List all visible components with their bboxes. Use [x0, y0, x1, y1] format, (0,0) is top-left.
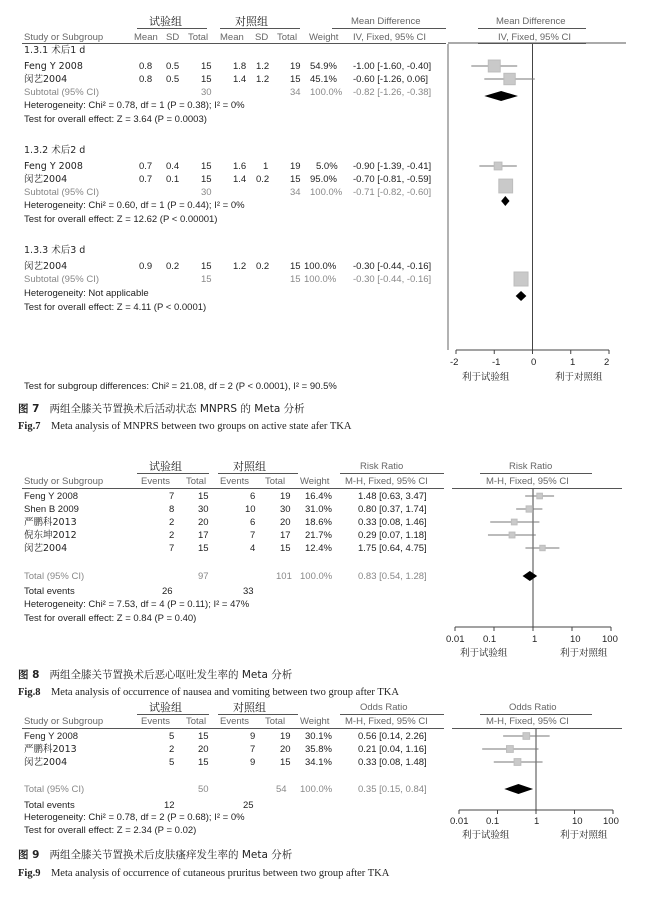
fig9-caption-en	[18, 867, 389, 880]
mean-b: 1.4	[233, 174, 247, 185]
total-b: 15	[280, 757, 291, 768]
group-b-header: 对照组	[233, 460, 266, 473]
total-b: 15	[290, 74, 301, 85]
axis-tick-label: 100	[603, 816, 619, 827]
subtotal-b: 15	[290, 274, 301, 285]
overall-effect: Test for overall effect: Z = 0.84 (P = 0.40)	[24, 613, 197, 624]
effect-ci: 1.75 [0.64, 4.75]	[358, 543, 427, 554]
weight: 31.0%	[305, 504, 332, 515]
events-b: 6	[250, 491, 256, 502]
effect-ci: -0.30 [-0.44, -0.16]	[353, 261, 432, 272]
total-a: 15	[201, 61, 212, 72]
study-weight-square	[514, 759, 521, 766]
effect-ci: 1.48 [0.63, 3.47]	[358, 491, 427, 502]
study-weight-square	[507, 746, 514, 753]
total-a: 20	[198, 744, 209, 755]
total-b: 19	[280, 491, 291, 502]
caption-label: 图 9	[18, 849, 40, 861]
mean-a: 0.8	[139, 74, 153, 85]
total-ci: 0.83 [0.54, 1.28]	[358, 571, 427, 582]
axis-tick-label: 100	[602, 634, 618, 645]
study-name: 严鹏科2013	[24, 517, 77, 528]
col-header: Events	[141, 716, 171, 727]
total-b: 15	[290, 261, 301, 272]
study-weight-square	[523, 733, 530, 740]
effect-header: Mean Difference	[351, 16, 421, 27]
study-name: 闵艺2004	[24, 74, 68, 85]
total-a: 15	[201, 261, 212, 272]
subtotal-b: 34	[290, 187, 301, 198]
subtotal-ci: -0.71 [-0.82, -0.60]	[353, 187, 432, 198]
subtotal-weight: 100.0%	[310, 187, 343, 198]
subtotal-label: Subtotal (95% CI)	[24, 87, 99, 98]
weight: 34.1%	[305, 757, 332, 768]
total-a: 30	[198, 504, 209, 515]
axis-tick-label: -1	[492, 357, 501, 368]
total-b: 54	[276, 784, 287, 795]
col-header: Total	[277, 32, 298, 43]
total-b: 19	[290, 61, 301, 72]
caption-label: Fig.9	[18, 868, 41, 879]
col-header: Study or Subgroup	[24, 716, 104, 727]
col-header: M-H, Fixed, 95% CI	[486, 716, 569, 727]
mean-b: 1.8	[233, 61, 247, 72]
mean-b: 1.2	[233, 261, 247, 272]
subgroup-label: 1.3.2 术后2 d	[24, 145, 86, 156]
group-a-header: 试验组	[149, 15, 182, 28]
subtotal-weight: 100.0%	[310, 87, 343, 98]
overall-effect: Test for overall effect: Z = 2.34 (P = 0.02)	[24, 825, 197, 836]
events-a: 2	[169, 744, 175, 755]
subgroup-label: 1.3.3 术后3 d	[24, 245, 86, 256]
caption-label: Fig.8	[18, 687, 41, 698]
events-a: 2	[169, 530, 175, 541]
effect-plot-header: Mean Difference	[496, 16, 566, 27]
effect-ci: -0.70 [-0.81, -0.59]	[353, 174, 432, 185]
events-a: 5	[169, 731, 175, 742]
weight: 100.0%	[304, 261, 337, 272]
caption-text: 两组全膝关节置换术后皮肤瘙痒发生率的 Meta 分析	[49, 849, 293, 861]
col-header: Mean	[220, 32, 244, 43]
weight: 21.7%	[305, 530, 332, 541]
overall-effect: Test for overall effect: Z = 3.64 (P = 0.0003)	[24, 114, 207, 125]
heterogeneity: Heterogeneity: Chi² = 0.60, df = 1 (P = 0.44); I² = 0%	[24, 200, 245, 211]
effect-ci: -0.60 [-1.26, 0.06]	[353, 74, 428, 85]
col-header: SD	[166, 32, 180, 43]
events-label: Total events	[24, 586, 75, 597]
caption-text: Meta analysis of MNPRS between two groups on active state afer TKA	[50, 421, 352, 432]
total-b: 19	[280, 731, 291, 742]
subtotal-a: 30	[201, 87, 212, 98]
subtotal-a: 15	[201, 274, 212, 285]
fig9-caption-cn	[18, 849, 292, 862]
total-a: 15	[198, 491, 209, 502]
weight: 95.0%	[310, 174, 337, 185]
effect-ci: 0.29 [0.07, 1.18]	[358, 530, 427, 541]
heterogeneity: Heterogeneity: Chi² = 0.78, df = 2 (P = 0.68); I² = 0%	[24, 812, 245, 823]
study-name: 闵艺2004	[24, 543, 68, 554]
total-a: 50	[198, 784, 209, 795]
favours-left: 利于试验组	[460, 648, 508, 659]
axis-tick-label: 1	[532, 634, 538, 645]
study-name: Feng Y 2008	[24, 731, 79, 742]
group-b-header: 对照组	[233, 701, 266, 714]
axis-tick-label: 0	[531, 357, 537, 368]
col-header: M-H, Fixed, 95% CI	[345, 716, 428, 727]
col-header: Total	[186, 476, 207, 487]
total-label: Total (95% CI)	[24, 784, 85, 795]
study-name: Feng Y 2008	[24, 491, 79, 502]
overall-effect: Test for overall effect: Z = 4.11 (P < 0.0001)	[24, 302, 207, 313]
events-b: 6	[250, 517, 256, 528]
study-name: 闵艺2004	[24, 757, 68, 768]
subtotal-b: 34	[290, 87, 301, 98]
mean-b: 1.6	[233, 161, 247, 172]
col-header: Total	[188, 32, 209, 43]
caption-text: 两组全膝关节置换术后活动状态 MNPRS 的 Meta 分析	[49, 403, 305, 415]
effect-ci: -0.90 [-1.39, -0.41]	[353, 161, 432, 172]
total-b: 17	[280, 530, 291, 541]
col-header: Total	[265, 476, 286, 487]
axis-tick-label: 0.01	[446, 634, 465, 645]
events-a: 26	[162, 586, 173, 597]
subtotal-ci: -0.30 [-0.44, -0.16]	[353, 274, 432, 285]
weight: 45.1%	[310, 74, 337, 85]
favours-right: 利于对照组	[560, 648, 608, 659]
weight: 30.1%	[305, 731, 332, 742]
effect-header: Odds Ratio	[360, 702, 408, 713]
col-header: Events	[220, 716, 250, 727]
total-a: 15	[198, 731, 209, 742]
effect-header: Risk Ratio	[360, 461, 404, 472]
sd-a: 0.2	[166, 261, 180, 272]
col-header: Events	[220, 476, 250, 487]
favours-right: 利于对照组	[555, 372, 603, 383]
events-a: 7	[169, 491, 175, 502]
effect-ci: 0.21 [0.04, 1.16]	[358, 744, 427, 755]
study-name: 严鹏科2013	[24, 744, 77, 755]
total-a: 15	[198, 543, 209, 554]
study-name: Feng Y 2008	[24, 61, 83, 72]
favours-left: 利于试验组	[462, 372, 510, 383]
axis-tick-label: 0.1	[486, 816, 500, 827]
sd-b: 0.2	[256, 174, 270, 185]
effect-plot-header: Risk Ratio	[509, 461, 553, 472]
total-ci: 0.35 [0.15, 0.84]	[358, 784, 427, 795]
events-a: 5	[169, 757, 175, 768]
events-b: 25	[243, 800, 254, 811]
col-header: Weight	[309, 32, 339, 43]
caption-text: 两组全膝关节置换术后恶心呕吐发生率的 Meta 分析	[49, 669, 293, 681]
sd-a: 0.4	[166, 161, 180, 172]
total-weight: 100.0%	[300, 784, 333, 795]
events-b: 4	[250, 543, 256, 554]
total-a: 15	[201, 161, 212, 172]
sd-a: 0.5	[166, 61, 180, 72]
axis-tick-label: 0.1	[483, 634, 497, 645]
col-header: Weight	[300, 476, 330, 487]
caption-text: Meta analysis of occurrence of nausea and vomiting between two group after TKA	[50, 687, 399, 698]
mean-a: 0.7	[139, 174, 153, 185]
total-a: 15	[201, 174, 212, 185]
subtotal-label: Subtotal (95% CI)	[24, 274, 99, 285]
study-name: 闵艺2004	[24, 261, 68, 272]
events-a: 2	[169, 517, 175, 528]
effect-ci: 0.56 [0.14, 2.26]	[358, 731, 427, 742]
axis-tick-label: 2	[604, 357, 610, 368]
caption-label: 图 8	[18, 669, 40, 681]
sd-a: 0.1	[166, 174, 180, 185]
col-header: IV, Fixed, 95% CI	[353, 32, 427, 43]
overall-effect: Test for overall effect: Z = 12.62 (P < 0.00001)	[24, 214, 218, 225]
study-name: 闵艺2004	[24, 174, 68, 185]
weight: 5.0%	[316, 161, 338, 172]
mean-a: 0.7	[139, 161, 153, 172]
group-a-header: 试验组	[149, 701, 182, 714]
col-header: Mean	[134, 32, 158, 43]
total-a: 15	[198, 757, 209, 768]
events-a: 12	[164, 800, 175, 811]
events-b: 9	[250, 731, 256, 742]
total-a: 15	[201, 74, 212, 85]
pooled-diamond	[504, 784, 533, 794]
events-b: 33	[243, 586, 254, 597]
subtotal-a: 30	[201, 187, 212, 198]
col-header: M-H, Fixed, 95% CI	[345, 476, 428, 487]
events-label: Total events	[24, 800, 75, 811]
sd-b: 1.2	[256, 61, 270, 72]
favours-left: 利于试验组	[462, 830, 510, 841]
weight: 12.4%	[305, 543, 332, 554]
axis-tick-label: 10	[570, 634, 581, 645]
weight: 35.8%	[305, 744, 332, 755]
effect-ci: 0.33 [0.08, 1.48]	[358, 757, 427, 768]
subtotal-weight: 100.0%	[304, 274, 337, 285]
total-b: 30	[280, 504, 291, 515]
axis-tick-label: 1	[570, 357, 576, 368]
total-a: 97	[198, 571, 209, 582]
weight: 18.6%	[305, 517, 332, 528]
mean-a: 0.8	[139, 61, 153, 72]
events-a: 8	[169, 504, 175, 515]
events-a: 7	[169, 543, 175, 554]
axis-tick-label: 0.01	[450, 816, 469, 827]
sd-a: 0.5	[166, 74, 180, 85]
total-label: Total (95% CI)	[24, 571, 85, 582]
total-b: 20	[280, 517, 291, 528]
axis-tick-label: -2	[450, 357, 459, 368]
study-name: Feng Y 2008	[24, 161, 83, 172]
favours-right: 利于对照组	[560, 830, 608, 841]
group-b-header: 对照组	[235, 15, 268, 28]
axis-tick-label: 1	[534, 816, 540, 827]
mean-b: 1.4	[233, 74, 247, 85]
caption-label: 图 7	[18, 403, 40, 415]
col-header: SD	[255, 32, 269, 43]
effect-ci: 0.80 [0.37, 1.74]	[358, 504, 427, 515]
heterogeneity: Heterogeneity: Chi² = 0.78, df = 1 (P = 0.38); I² = 0%	[24, 100, 245, 111]
col-header: Total	[265, 716, 286, 727]
effect-plot-header: Odds Ratio	[509, 702, 557, 713]
subtotal-label: Subtotal (95% CI)	[24, 187, 99, 198]
sd-b: 1	[263, 161, 269, 172]
col-header: IV, Fixed, 95% CI	[498, 32, 572, 43]
subgroup-differences: Test for subgroup differences: Chi² = 21.08, df = 2 (P < 0.0001), I² = 90.5%	[24, 381, 337, 392]
axis-tick-label: 10	[572, 816, 583, 827]
study-name: Shen B 2009	[24, 504, 79, 515]
events-b: 10	[245, 504, 256, 515]
weight: 54.9%	[310, 61, 337, 72]
events-b: 7	[250, 744, 256, 755]
col-header: Total	[186, 716, 207, 727]
col-header: Study or Subgroup	[24, 32, 104, 43]
events-b: 7	[250, 530, 256, 541]
col-header: Study or Subgroup	[24, 476, 104, 487]
sd-b: 0.2	[256, 261, 270, 272]
total-b: 101	[276, 571, 292, 582]
subtotal-ci: -0.82 [-1.26, -0.38]	[353, 87, 432, 98]
mean-a: 0.9	[139, 261, 153, 272]
effect-ci: 0.33 [0.08, 1.46]	[358, 517, 427, 528]
effect-ci: -1.00 [-1.60, -0.40]	[353, 61, 432, 72]
total-weight: 100.0%	[300, 571, 333, 582]
weight: 16.4%	[305, 491, 332, 502]
events-b: 9	[250, 757, 256, 768]
col-header: Weight	[300, 716, 330, 727]
total-b: 15	[280, 543, 291, 554]
caption-text: Meta analysis of occurrence of cutaneous pruritus between two group after TKA	[50, 868, 390, 879]
sd-b: 1.2	[256, 74, 270, 85]
heterogeneity: Heterogeneity: Chi² = 7.53, df = 4 (P = 0.11); I² = 47%	[24, 599, 250, 610]
study-name: 倪东坤2012	[24, 530, 77, 541]
total-a: 17	[198, 530, 209, 541]
total-b: 20	[280, 744, 291, 755]
total-a: 20	[198, 517, 209, 528]
col-header: M-H, Fixed, 95% CI	[486, 476, 569, 487]
heterogeneity: Heterogeneity: Not applicable	[24, 288, 149, 299]
col-header: Events	[141, 476, 171, 487]
total-b: 19	[290, 161, 301, 172]
total-b: 15	[290, 174, 301, 185]
caption-label: Fig.7	[18, 421, 41, 432]
group-a-header: 试验组	[149, 460, 182, 473]
subgroup-label: 1.3.1 术后1 d	[24, 45, 86, 56]
